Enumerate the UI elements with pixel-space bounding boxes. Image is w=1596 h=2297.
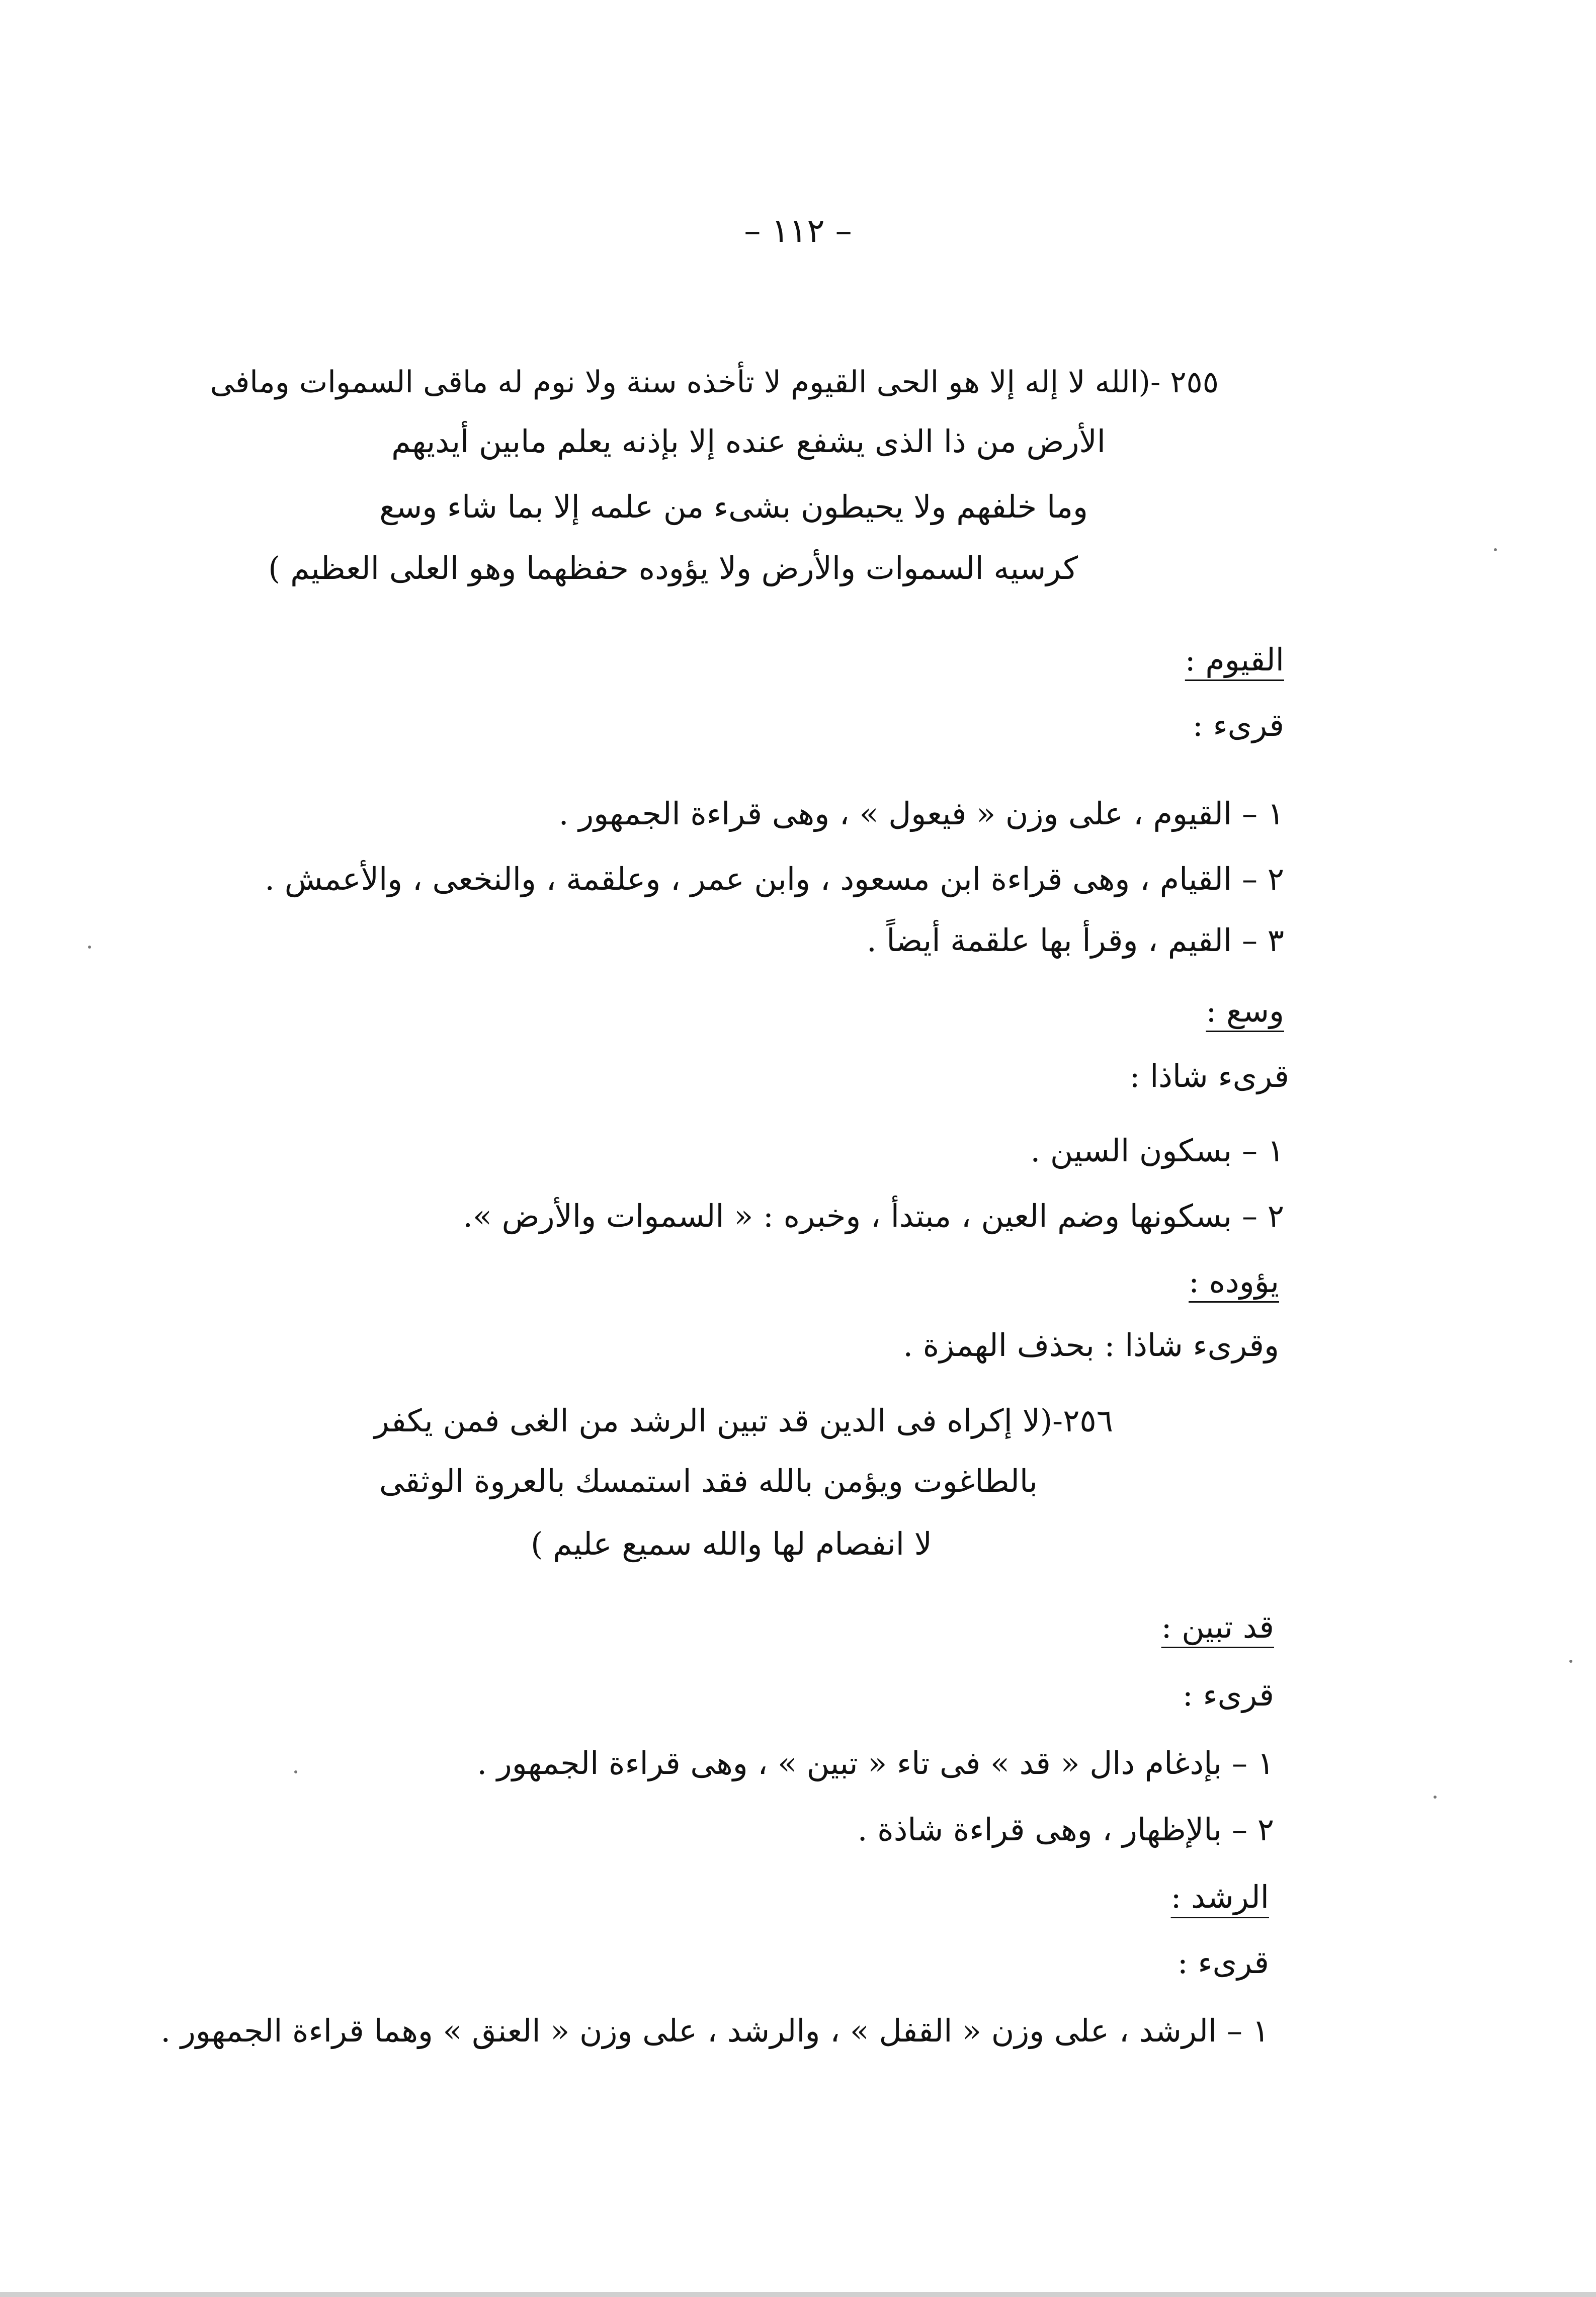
entry-heading: قد تبين : [1161,1608,1274,1645]
entry-item: ٢ – بسكونها وضم العين ، مبتدأ ، وخبره : « السموات والأرض ». [463,1198,1284,1234]
page-number: – ١١٢ – [744,211,852,250]
scan-speck [294,1770,297,1773]
entry-intro: قرىء : [1182,1676,1274,1713]
verse-line: ٢٥٥ -(الله لا إله إلا هو الحى القيوم لا تأخذه سنة ولا نوم له ماقى السموات ومافى [210,365,1219,400]
entry-intro: وقرىء شاذا : بحذف الهمزة . [903,1327,1279,1364]
entry-item: ٢ – بالإظهار ، وهى قراءة شاذة . [857,1811,1274,1848]
scan-speck [1569,1660,1572,1663]
entry-heading: وسع : [1206,992,1284,1029]
entry-heading: الرشد : [1170,1879,1269,1915]
entry-item: ٣ – القيم ، وقرأ بها علقمة أيضاً . [867,922,1284,959]
entry-item: ٢ – القيام ، وهى قراءة ابن مسعود ، وابن عمر ، وعلقمة ، والنخعى ، والأعمش . [265,861,1284,897]
entry-item: ١ – الرشد ، على وزن « القفل » ، والرشد ، على وزن « العنق » وهما قراءة الجمهور . [160,2012,1269,2049]
entry-intro: قرىء : [1192,707,1284,743]
entry-intro: قرىء : [1177,1944,1269,1981]
verse-line: ٢٥٦-(لا إكراه فى الدين قد تبين الرشد من الغى فمن يكفر [374,1402,1113,1439]
scan-speck [88,946,91,949]
entry-item: ١ – بسكون السين . [1030,1132,1284,1169]
verse-line: لا انفصام لها والله سميع عليم ) [531,1525,932,1562]
scan-speck [1494,548,1497,551]
verse-line: الأرض من ذا الذى يشفع عنده إلا بإذنه يعلم مابين أيديهم [391,423,1106,460]
entry-heading: القيوم : [1185,641,1284,678]
scan-speck [1434,1796,1437,1799]
verse-line: وما خلفهم ولا يحيطون بشىء من علمه إلا بما شاء وسع [379,488,1088,525]
entry-intro: قرىء شاذا : [1129,1058,1289,1094]
entry-heading: يؤوده : [1189,1263,1279,1300]
bottom-border [0,2292,1596,2297]
verse-line: كرسيه السموات والأرض ولا يؤوده حفظهما وهو العلى العظيم ) [268,550,1078,586]
entry-item: ١ – بإدغام دال « قد » فى تاء « تبين » ، وهى قراءة الجمهور . [477,1745,1274,1781]
entry-item: ١ – القيوم ، على وزن « فيعول » ، وهى قراءة الجمهور . [558,795,1284,832]
verse-line: بالطاغوت ويؤمن بالله فقد استمسك بالعروة الوثقى [379,1463,1038,1499]
